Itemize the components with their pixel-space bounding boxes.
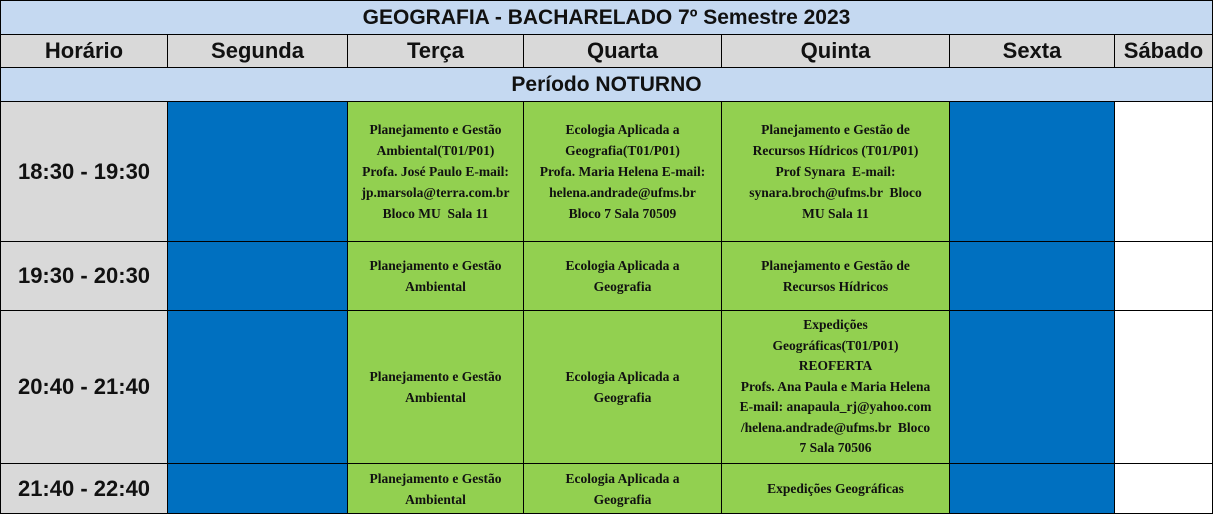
class-line: helena.andrade@ufms.br <box>549 185 696 200</box>
class-cell-thursday <box>722 311 950 464</box>
class-line: Recursos Hídricos <box>782 279 889 294</box>
class-line: Planejamento e Gestão de <box>761 258 910 273</box>
period-row <box>1 68 1213 102</box>
empty-cell-saturday <box>1115 464 1213 514</box>
header-row <box>1 35 1213 68</box>
title-row <box>1 1 1213 35</box>
class-line: Planejamento e Gestão <box>369 122 502 137</box>
class-line: Geográficas(T01/P01) <box>772 337 899 353</box>
header-saturday: Sábado <box>1115 35 1213 68</box>
table-row <box>1 102 1213 242</box>
header-time: Horário <box>1 35 168 68</box>
class-line: Bloco MU Sala 11 <box>382 206 489 221</box>
period-label: Período NOTURNO <box>1 68 1213 102</box>
header-wednesday: Quarta <box>524 35 722 68</box>
class-cell-thursday <box>722 242 950 311</box>
time-slot: 20:40 - 21:40 <box>1 311 168 464</box>
class-line: Expedições <box>803 317 868 333</box>
class-line: Ambiental(T01/P01) <box>376 143 495 158</box>
class-line: Ambiental <box>405 491 466 507</box>
class-line: Geografia <box>593 491 652 507</box>
header-friday: Sexta <box>950 35 1115 68</box>
empty-cell-saturday <box>1115 102 1213 242</box>
class-cell-wednesday <box>524 242 722 311</box>
table-row <box>1 242 1213 311</box>
class-line: Ecologia Aplicada a <box>565 470 680 486</box>
empty-cell-monday <box>168 102 348 242</box>
class-line: Bloco 7 Sala 70509 <box>568 206 677 221</box>
time-slot: 19:30 - 20:30 <box>1 242 168 311</box>
empty-cell-friday <box>950 102 1115 242</box>
class-line: Ecologia Aplicada a <box>565 258 680 273</box>
header-monday: Segunda <box>168 35 348 68</box>
empty-cell-friday <box>950 242 1115 311</box>
time-slot: 21:40 - 22:40 <box>1 464 168 514</box>
class-line: MU Sala 11 <box>802 206 869 221</box>
class-line: Prof Synara E-mail: <box>775 164 896 179</box>
class-cell-tuesday <box>348 311 524 464</box>
empty-cell-monday <box>168 242 348 311</box>
class-cell-wednesday <box>524 311 722 464</box>
empty-cell-monday <box>168 464 348 514</box>
class-line: Profa. José Paulo E-mail: <box>362 164 509 179</box>
class-line: Planejamento e Gestão <box>369 470 502 486</box>
empty-cell-saturday <box>1115 311 1213 464</box>
class-line: Expedições Geográficas <box>767 481 904 496</box>
class-line: /helena.andrade@ufms.br Bloco <box>740 419 931 435</box>
time-slot: 18:30 - 19:30 <box>1 102 168 242</box>
class-cell-wednesday <box>524 464 722 514</box>
class-cell-tuesday <box>348 242 524 311</box>
class-cell-thursday <box>722 464 950 514</box>
class-line: Geografia <box>593 279 652 294</box>
class-line: jp.marsola@terra.com.br <box>361 185 510 200</box>
class-cell-thursday <box>722 102 950 242</box>
class-line: Planejamento e Gestão <box>369 369 502 384</box>
class-line: synara.broch@ufms.br Bloco <box>749 185 922 200</box>
class-cell-tuesday <box>348 464 524 514</box>
class-line: Planejamento e Gestão de <box>761 122 910 137</box>
table-row <box>1 311 1213 464</box>
empty-cell-monday <box>168 311 348 464</box>
header-tuesday: Terça <box>348 35 524 68</box>
class-line: E-mail: anapaula_rj@yahoo.com <box>739 399 932 415</box>
empty-cell-friday <box>950 311 1115 464</box>
class-line: Profa. Maria Helena E-mail: <box>539 164 706 179</box>
class-line: Ambiental <box>405 279 466 294</box>
class-line: REOFERTA <box>798 358 873 374</box>
schedule-title: GEOGRAFIA - BACHARELADO 7º Semestre 2023 <box>1 1 1213 35</box>
class-line: Geografia <box>593 390 652 405</box>
class-cell-wednesday <box>524 102 722 242</box>
empty-cell-saturday <box>1115 242 1213 311</box>
empty-cell-friday <box>950 464 1115 514</box>
header-thursday: Quinta <box>722 35 950 68</box>
class-line: Ecologia Aplicada a <box>565 122 680 137</box>
class-line: Ambiental <box>405 390 466 405</box>
class-line: Profs. Ana Paula e Maria Helena <box>740 378 931 394</box>
class-line: Ecologia Aplicada a <box>565 369 680 384</box>
class-cell-tuesday <box>348 102 524 242</box>
class-line: Recursos Hídricos (T01/P01) <box>752 143 919 158</box>
class-line: 7 Sala 70506 <box>799 440 872 456</box>
class-line: Planejamento e Gestão <box>369 258 502 273</box>
class-line: Geografia(T01/P01) <box>565 143 680 158</box>
table-row <box>1 464 1213 514</box>
